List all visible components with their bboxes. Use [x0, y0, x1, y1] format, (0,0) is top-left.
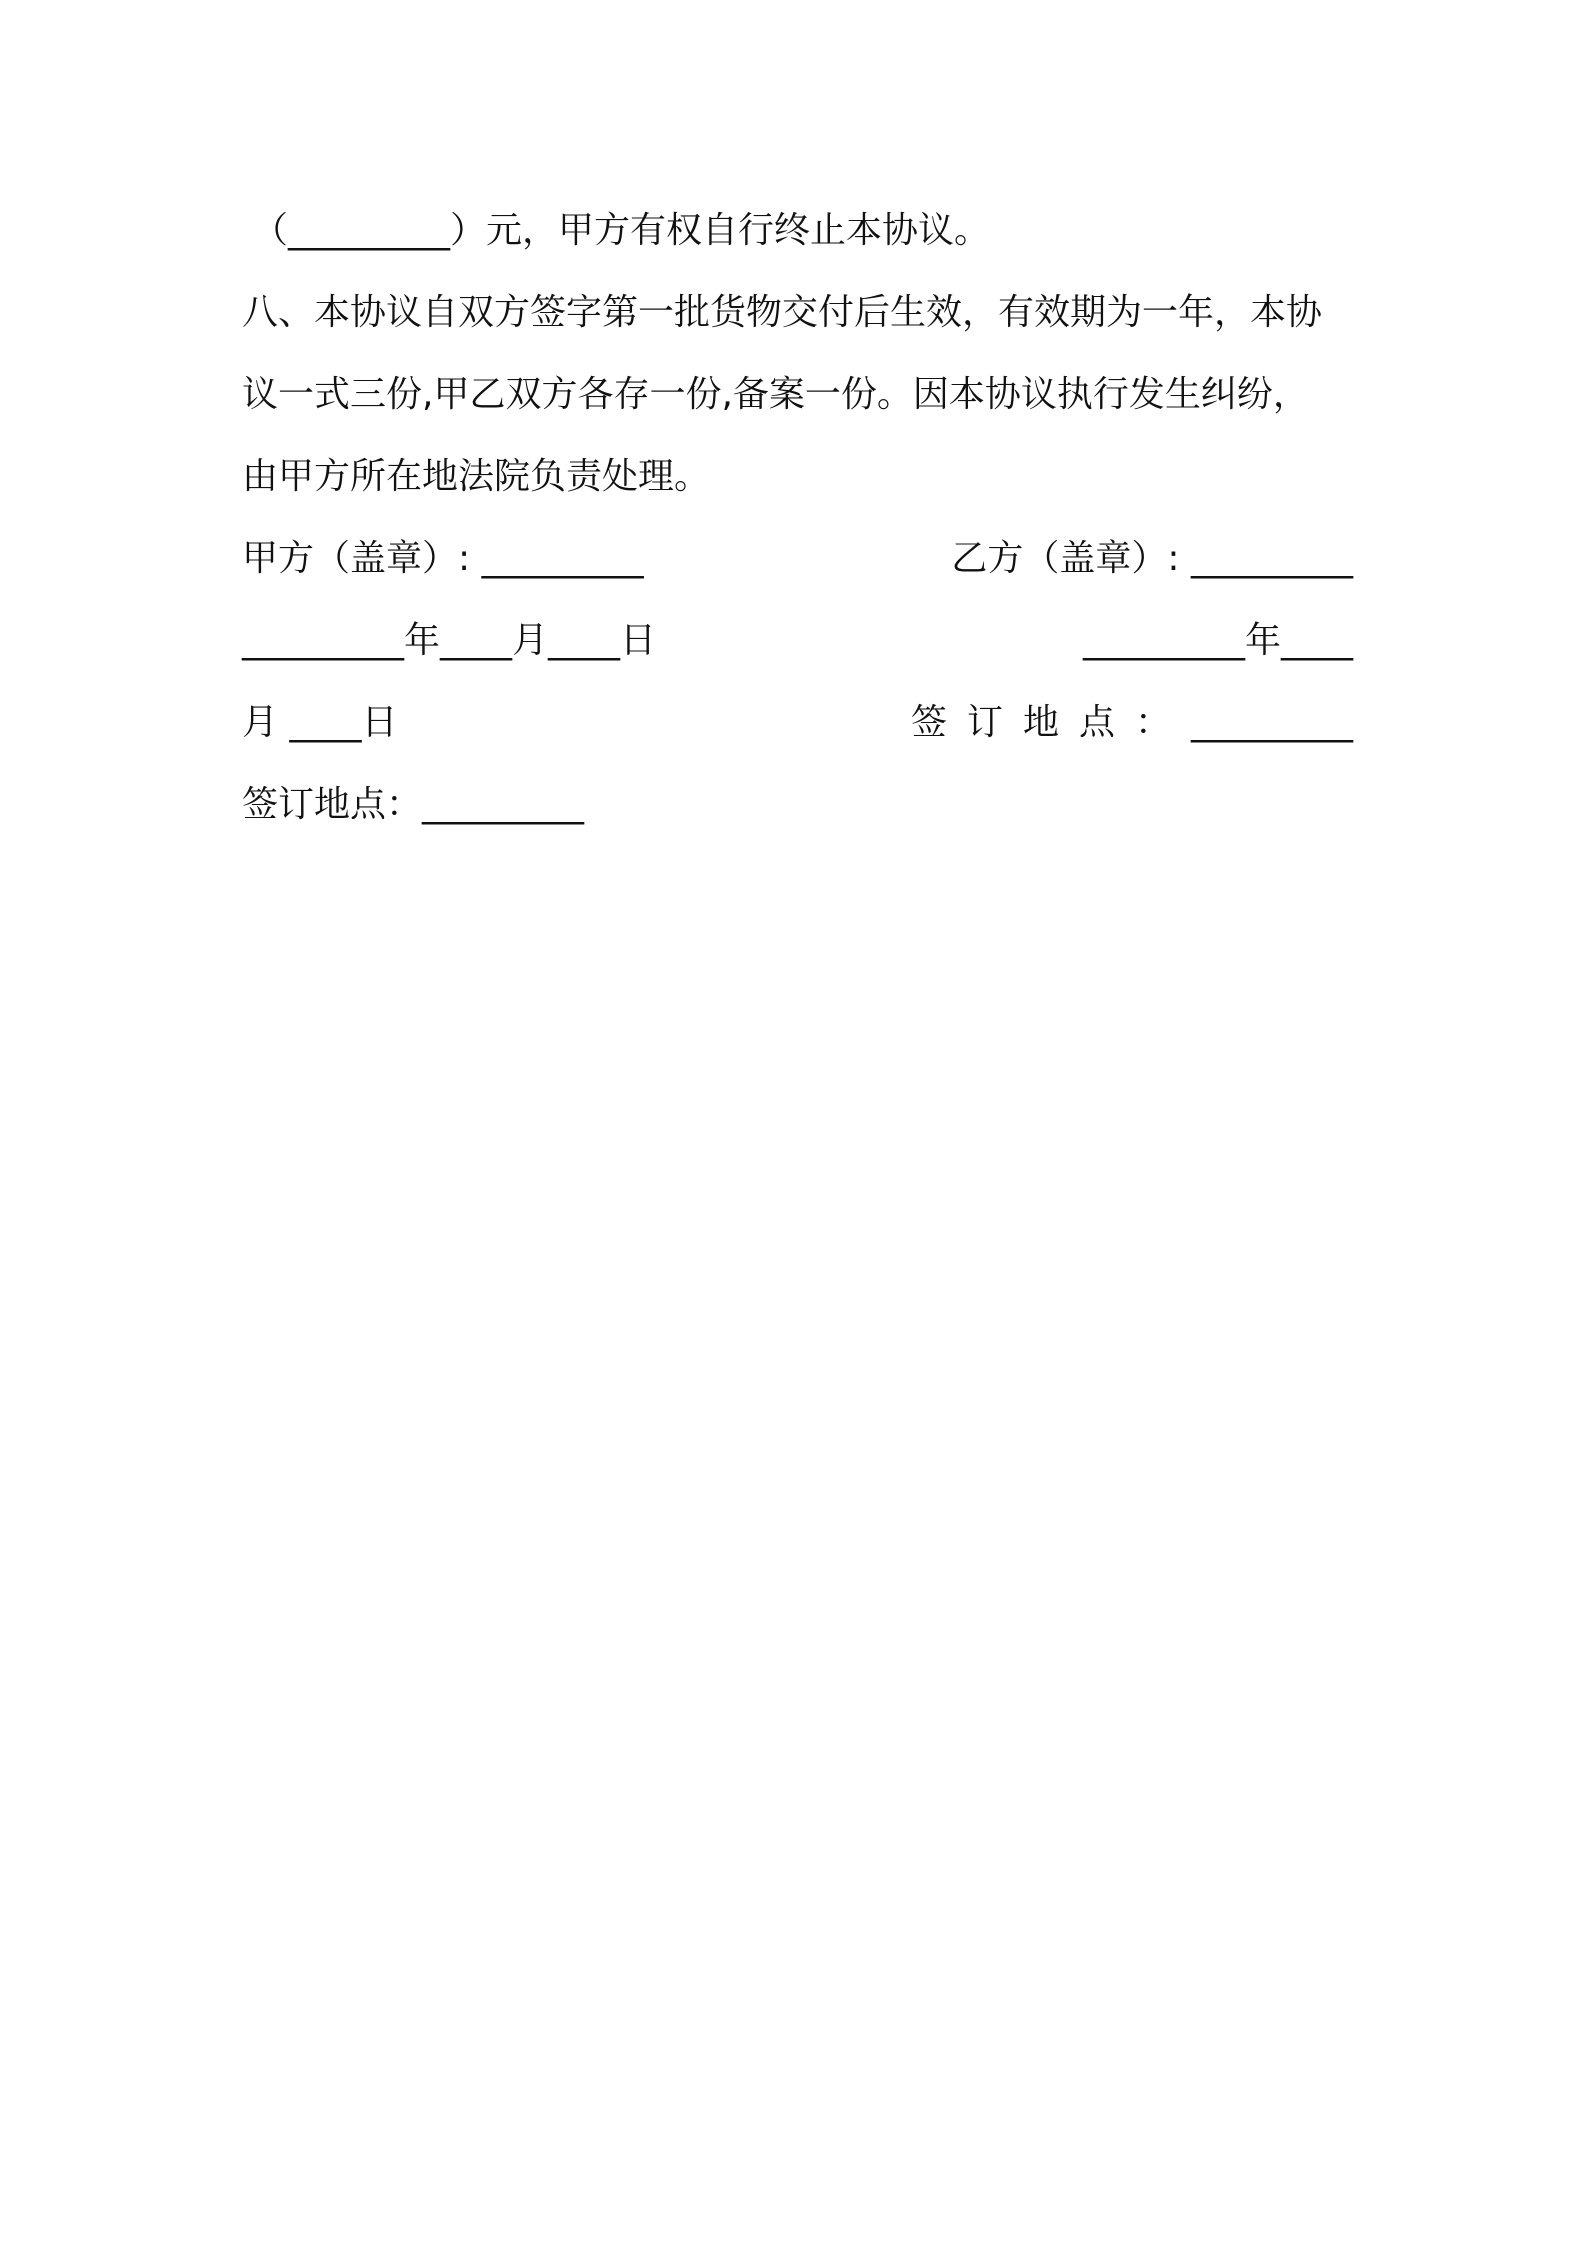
party-a-date-continued: 月 ____日: [242, 702, 398, 743]
paragraph-eight-line-3: 由甲方所在地法院负责处理。: [242, 456, 711, 497]
paragraph-termination-clause: （_________）元，甲方有权自行终止本协议。: [252, 210, 991, 251]
paragraph-eight-line-1: 八、本协议自双方签字第一批货物交付后生效，有效期为一年，本协: [242, 292, 1323, 333]
party-a-seal: 甲方（盖章）: _________: [242, 538, 644, 579]
party-a-date-line: _________年____月____日: [242, 620, 656, 661]
party-b-place-blank: _________: [1191, 702, 1353, 743]
paragraph-eight-line-2: 议一式三份,甲乙双方各存一份,备案一份。因本协议执行发生纠纷，: [242, 374, 1309, 415]
party-b-place: [911, 701, 1353, 745]
party-b-date-line: _________年____: [1083, 620, 1353, 661]
party-a-place: 签订地点：_________: [242, 784, 585, 825]
party-b-seal: 乙方（盖章）: _________: [951, 538, 1353, 579]
party-b-place-label: 签订地点：: [910, 702, 1191, 743]
